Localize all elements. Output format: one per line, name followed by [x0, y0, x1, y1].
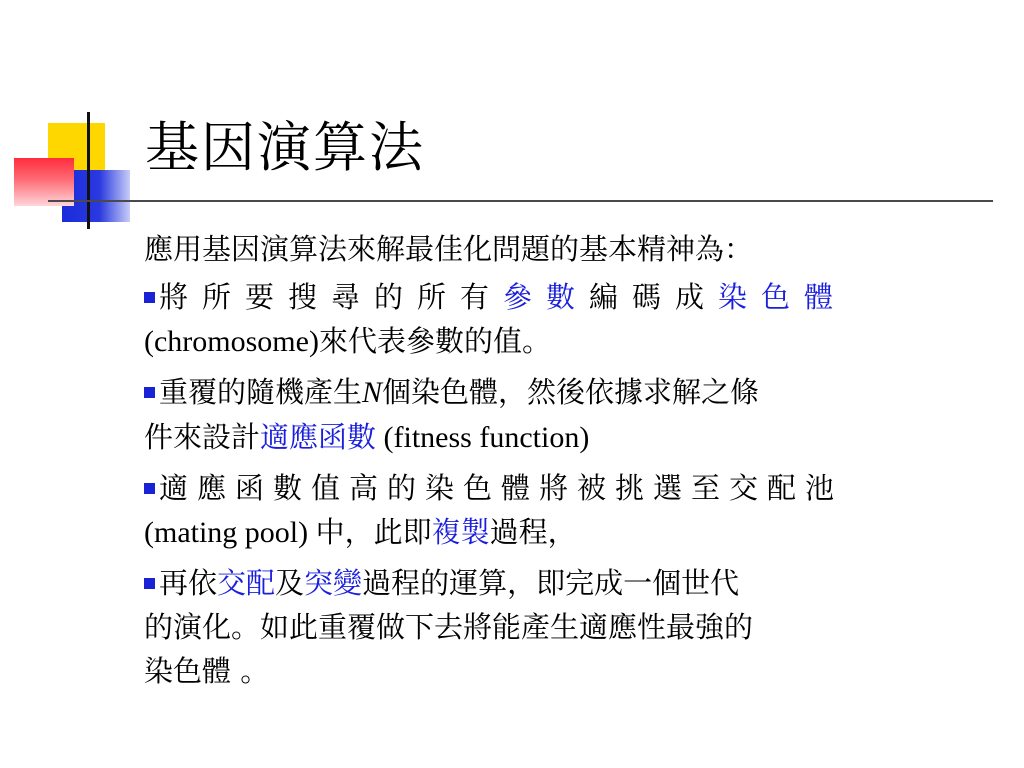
highlight-term: 交配 — [217, 566, 276, 600]
square-bullet-icon — [144, 578, 155, 589]
bullet-item-3 — [144, 466, 992, 555]
bullet-text: 重覆的隨機產生 — [159, 375, 363, 409]
english-term: (fitness function) — [376, 421, 590, 454]
intro-text: 應用基因演算法來解最佳化問題的基本精神為： — [144, 232, 754, 266]
bullet-line — [144, 420, 589, 454]
highlight-term: 突變 — [304, 566, 363, 600]
bullet-text: 將所要搜尋的所有 — [159, 280, 504, 314]
highlight-term: 適應函數 — [260, 420, 377, 454]
highlight-term: 參數 — [503, 280, 590, 314]
decor-red-square — [14, 158, 74, 206]
bullet-text: 件來設計 — [144, 420, 261, 454]
bullet-line — [144, 375, 759, 409]
square-bullet-icon — [144, 483, 155, 494]
bullet-line — [144, 324, 551, 358]
bullet-text: 來代表參數的值。 — [318, 324, 551, 358]
bullet-line — [144, 654, 269, 688]
bullet-text: 過程的運算，即完成一個世代 — [362, 566, 740, 600]
bullet-item-2 — [144, 370, 992, 460]
highlight-term: 複製 — [431, 515, 490, 549]
bullet-line — [144, 610, 753, 644]
bullet-line — [144, 471, 843, 505]
bullet-line — [144, 280, 847, 314]
bullet-item-4 — [144, 561, 992, 693]
slide-title: 基因演算法 — [145, 116, 425, 179]
bullet-text: 及 — [275, 566, 305, 600]
bullet-text: 的演化。如此重覆做下去將能產生適應性最強的 — [144, 610, 754, 644]
bullet-text: 中，此即 — [315, 515, 432, 549]
english-term: (chromosome) — [144, 325, 319, 358]
english-term: (mating pool) — [144, 516, 316, 549]
slide-body — [144, 227, 992, 699]
highlight-term: 染色體 — [718, 280, 848, 314]
square-bullet-icon — [144, 387, 155, 398]
title-underline — [48, 200, 993, 202]
bullet-text: 染色體 。 — [144, 654, 270, 688]
bullet-text: 過程， — [489, 515, 577, 549]
bullet-line — [144, 566, 739, 600]
bullet-line — [144, 515, 577, 549]
bullet-text: 適應函數值高的染色體將被挑選至交配池 — [159, 471, 844, 505]
bullet-text: 個染色體，然後依據求解之條 — [382, 375, 760, 409]
decor-vertical-line — [87, 112, 90, 229]
bullet-item-1 — [144, 275, 992, 364]
bullet-text: 再依 — [159, 566, 218, 600]
square-bullet-icon — [144, 292, 155, 303]
variable-n: N — [362, 376, 383, 409]
bullet-text: 編碼成 — [589, 280, 719, 314]
